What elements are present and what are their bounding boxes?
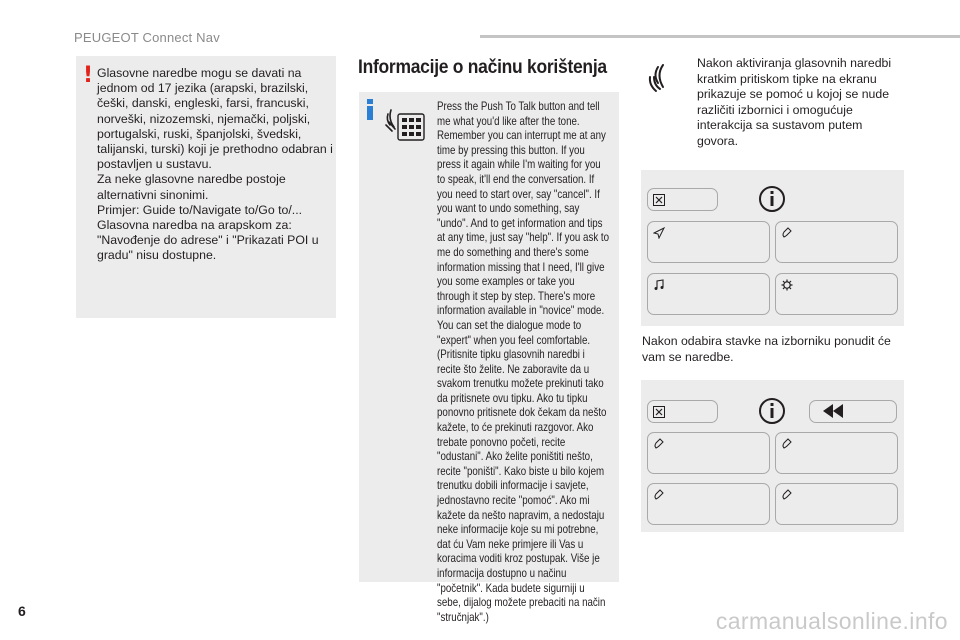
warning-text: Glasovne naredbe mogu se davati na jednom od 17 jezika (arapski, brazilski, češki, danski, engleski, farsi, francuski, norveški, nizozemski, njemački, poljski, portugalski, ruski, španjolski, švedski, talijanski, turski) koji je prethodno odabran i postavljen u sustavu. Za neke glasovne naredbe postoje alternativni sinonimi. Primjer: Guide to/Navigate to/Go to/... Glasovna naredba na arapskom za: "Navođenje do adrese" i "Prikazati POI u gradu" nisu dostupne. [97,66,333,263]
close-icon [653,194,665,206]
voice-activation-text: Nakon aktiviranja glasovnih naredbi kratkim pritiskom tipke na ekranu prikazuje se pomoć u kojoj se nude različiti izbornici i omogućuje interakcija sa sustavom putem govora. [697,56,892,148]
close-icon [653,406,665,418]
info-icon [367,99,373,120]
header-title: PEUGEOT Connect Nav [74,30,220,45]
command-button[interactable] [775,483,898,525]
voice-command-button-icon [384,100,428,146]
media-menu-button[interactable] [647,273,770,315]
command-button[interactable] [647,483,770,525]
close-button[interactable] [647,400,718,423]
info-circle-icon[interactable] [758,185,786,213]
header-divider [480,35,960,38]
phone-icon [653,438,665,450]
voice-command-icon [646,63,680,97]
phone-icon [781,489,793,501]
phone-icon [653,489,665,501]
command-button[interactable] [775,432,898,474]
command-button[interactable] [647,432,770,474]
navigation-menu-button[interactable] [647,221,770,263]
close-button[interactable] [647,188,718,211]
back-icon[interactable] [821,403,845,419]
settings-icon [781,279,793,291]
phone-icon [781,438,793,450]
voice-commands-screen [641,380,904,532]
settings-menu-button[interactable] [775,273,898,315]
section-title: Informacije o načinu korištenja [358,57,607,78]
info-text: Press the Push To Talk button and tell me what you'd like after the tone. Remember you can interrupt me at any time by pressing this button. If you press it again while I'm waiting for you to speak, it'll end the conversation. If you need to start over, say "cancel". If you want to undo something, say "undo". And to get information and tips at any time, just say "help". If you ask to me do something and there's some information missing that I need, I'll give you some examples or take you through it step by step. There's more information available in "novice" mode. You can set the dialogue mode to "expert" when you feel comfortable. (Pritisnite tipku glasovnih naredbi i recite što želite. Ne zaboravite da u svakom trenutku možete prekinuti tako da pritisnete ovu tipku. Ako tu tipku ponovno pritisnete dok čekam da nešto kažete, to će prekinuti razgovor. Ako trebate ponovno početi, recite "odustani". Ako želite poništiti nešto, recite "poništi". Kako biste u bilo kojem trenutku dobili informacije i savjete, jednostavno recite "pomoć". Ako mi kažete da nešto napravim, a nedostaju neke informacije koje su mi potrebne, dat ću Vam neke primjere ili Vas u koracima voditi kroz postupak. Više je informacija dostupno u načinu "početnik". Kada budete sigurniji u sebe, dijalog možete prebaciti na način "stručnjak".) [437,100,610,624]
page-number: 6 [18,603,26,619]
voice-help-screen [641,170,904,326]
music-icon [653,279,665,291]
navigation-icon [653,227,665,239]
menu-selection-text: Nakon odabira stavke na izborniku ponudit će vam se naredbe. [642,334,891,364]
info-circle-icon[interactable] [758,397,786,425]
warning-icon: ! [83,63,94,88]
phone-menu-button[interactable] [775,221,898,263]
phone-icon [781,227,793,239]
watermark: carmanualsonline.info [715,608,948,634]
